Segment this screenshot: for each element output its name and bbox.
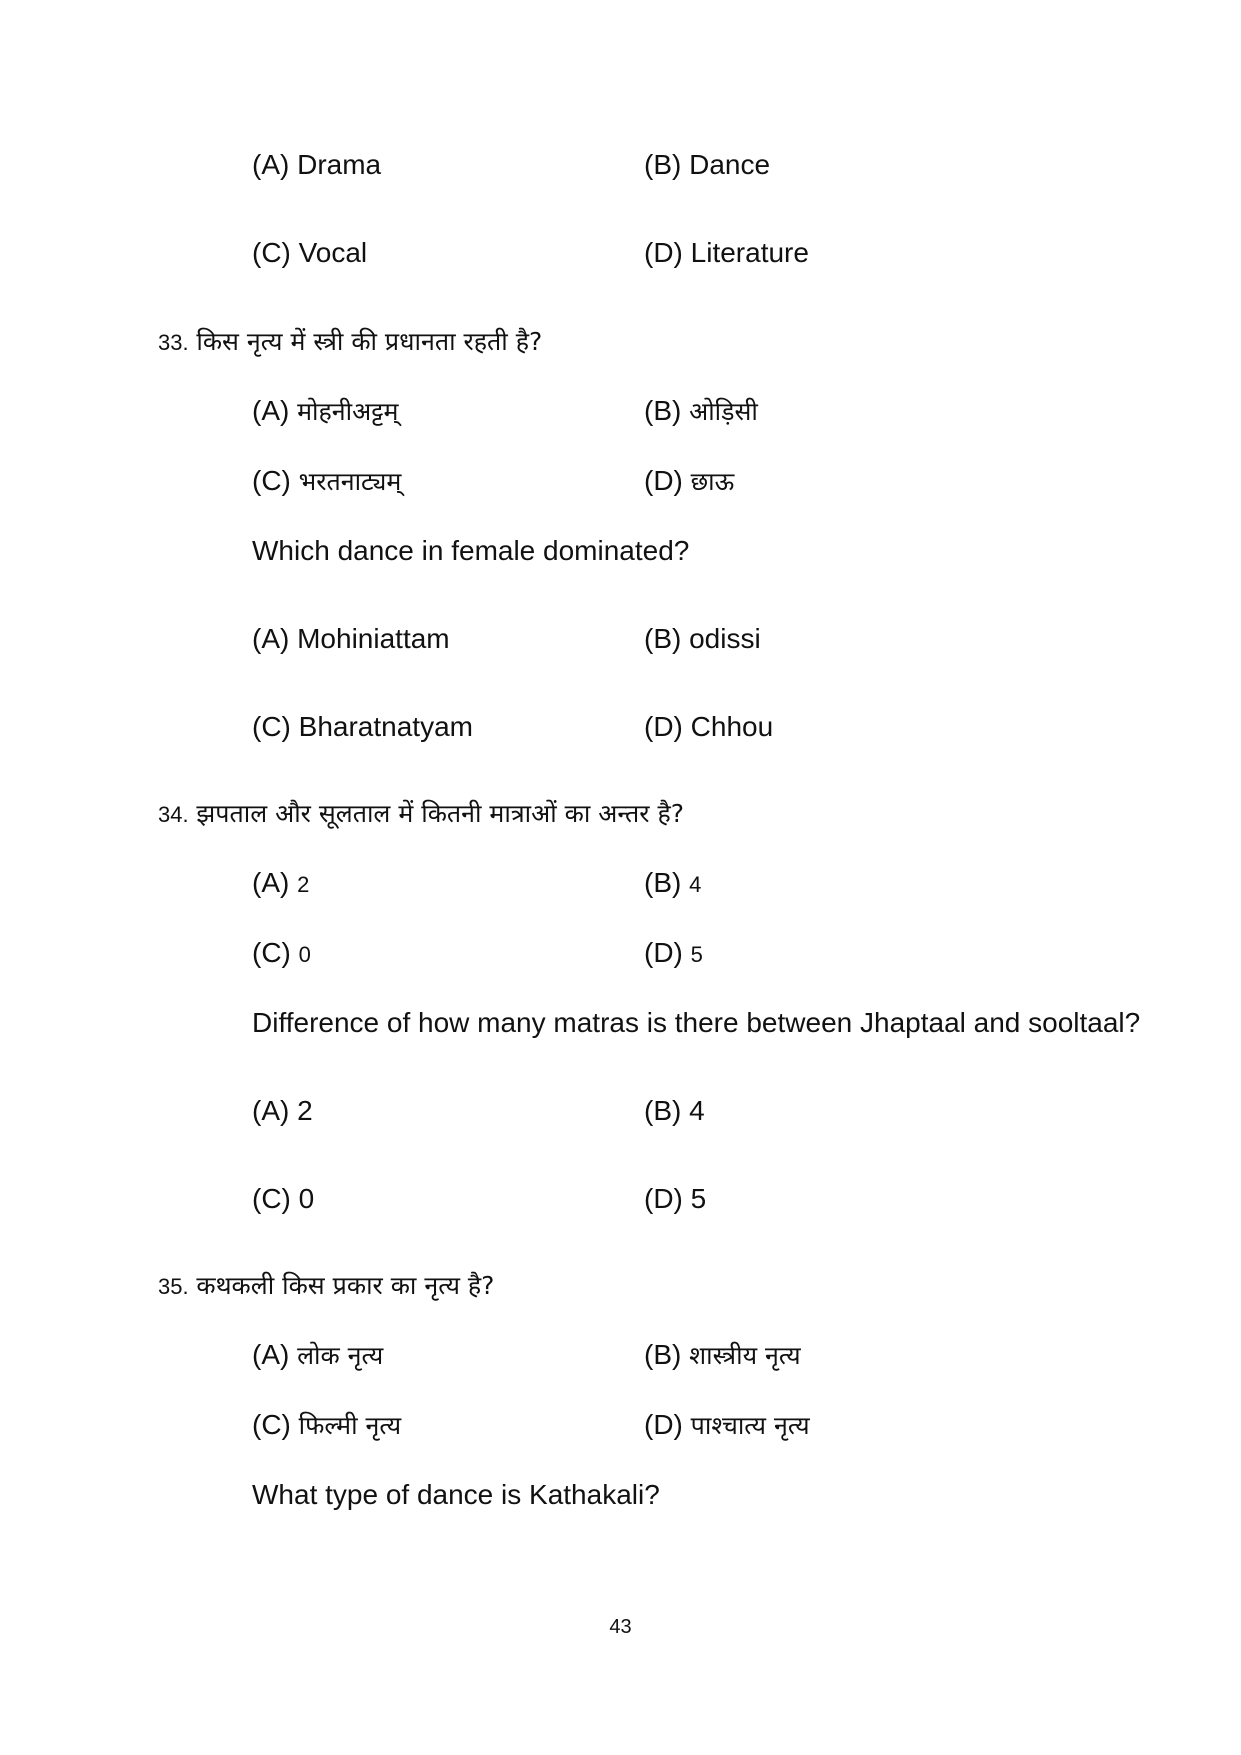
- q34-question-hindi: 34. झपताल और सूलताल में कितनी मात्राओं का अन्तर है?: [158, 799, 685, 828]
- q34-option-d: (D) 5: [644, 1183, 707, 1214]
- q33-option-c-hindi: (C) भरतनाट्यम्: [252, 465, 402, 496]
- page-number: 43: [609, 1616, 632, 1638]
- q33-option-b-hindi: (B) ओड़िसी: [644, 395, 758, 426]
- q33-option-b: (B) odissi: [644, 623, 761, 654]
- q34-option-a: (A) 2: [252, 1095, 313, 1126]
- q33-option-c: (C) Bharatnatyam: [252, 711, 473, 742]
- q34-option-d-hindi: (D) 5: [644, 937, 703, 968]
- q34-option-a-hindi: (A) 2: [252, 867, 310, 898]
- q35-question-english: What type of dance is Kathakali?: [252, 1479, 660, 1510]
- q34-option-c-hindi: (C) 0: [252, 937, 311, 968]
- q33-option-d-hindi: (D) छाऊ: [644, 465, 735, 496]
- q32-option-a: (A) Drama: [252, 149, 382, 180]
- q34-option-b: (B) 4: [644, 1095, 705, 1126]
- q33-option-a-hindi: (A) मोहनीअट्टम्: [252, 395, 399, 426]
- q33-question-hindi: 33. किस नृत्य में स्त्री की प्रधानता रहती है?: [158, 327, 543, 356]
- q35-option-d-hindi: (D) पाश्चात्य नृत्य: [644, 1409, 810, 1440]
- q33-option-d: (D) Chhou: [644, 711, 774, 742]
- q32-option-b: (B) Dance: [644, 149, 771, 180]
- q35-option-b-hindi: (B) शास्त्रीय नृत्य: [644, 1339, 801, 1370]
- q33-option-a: (A) Mohiniattam: [252, 623, 450, 654]
- q35-option-c-hindi: (C) फिल्मी नृत्य: [252, 1409, 402, 1440]
- q34-option-c: (C) 0: [252, 1183, 315, 1214]
- q35-question-hindi: 35. कथकली किस प्रकार का नृत्य है?: [158, 1271, 495, 1300]
- q34-question-english: Difference of how many matras is there between Jhaptaal and sooltaal?: [252, 1007, 1141, 1038]
- q32-option-d: (D) Literature: [644, 237, 809, 268]
- q35-option-a-hindi: (A) लोक नृत्य: [252, 1339, 384, 1370]
- q34-option-b-hindi: (B) 4: [644, 867, 702, 898]
- q32-option-c: (C) Vocal: [252, 237, 368, 268]
- q33-question-english: Which dance in female dominated?: [252, 535, 690, 566]
